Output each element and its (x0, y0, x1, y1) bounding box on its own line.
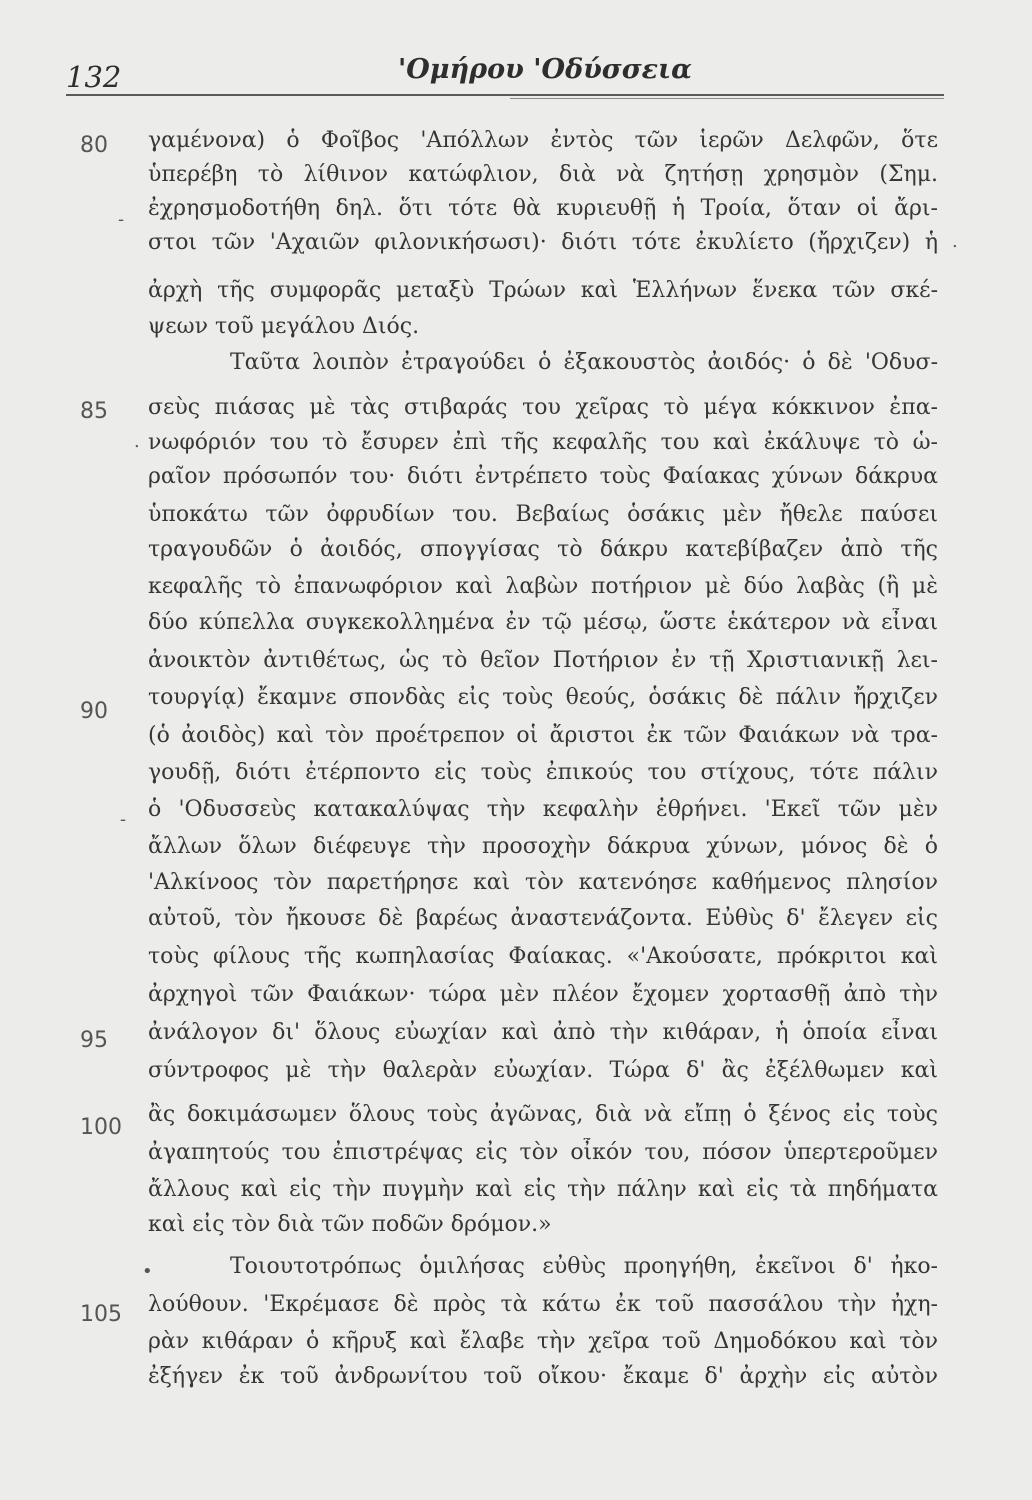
text-line: κεφαλῆς τὸ ἐπανωφόριον καὶ λαβὼν ποτήριον μὲ δύο λαβὰς (ἢ μὲ (148, 574, 938, 599)
text-line: δύο κύπελλα συγκεκολλημένα ἐν τῷ μέσῳ, ὥστε ἑκάτερον νὰ εἶναι (148, 610, 938, 635)
margin-dash: - (118, 209, 125, 230)
text-line: τουργίᾳ) ἔκαμνε σπονδὰς εἰς τοὺς θεούς, ὁσάκις δὲ πάλιν ἤρχιζεν (148, 685, 938, 710)
page-number: 132 (66, 60, 122, 94)
text-line: σύντροφος μὲ τὴν θαλερὰν εὐωχίαν. Τώρα δ' ἂς ἐξέλθωμεν καὶ (148, 1058, 938, 1083)
line-number-100: 100 (80, 1115, 122, 1140)
text-line: νωφόριόν του τὸ ἔσυρεν ἐπὶ τῆς κεφαλῆς του καὶ ἐκάλυψε τὸ ὡ- (148, 430, 938, 455)
text-line: τραγουδῶν ὁ ἀοιδός, σπογγίσας τὸ δάκρυ κατεβίβαζεν ἀπὸ τῆς (148, 537, 938, 562)
text-line: ἀνοικτὸν ἀντιθέτως, ὡς τὸ θεῖον Ποτήριον ἐν τῇ Χριστιανικῇ λει- (148, 648, 938, 673)
text-line: ἐχρησμοδοτήθη δηλ. ὅτι τότε θὰ κυριευθῇ ἡ Τροία, ὅταν οἱ ἄρι- (148, 196, 938, 221)
text-line: ραῖον πρόσωπόν του· διότι ἐντρέπετο τοὺς Φαίακας χύνων δάκρυα (148, 464, 938, 489)
text-line: ἄλλων ὅλων διέφευγε τὴν προσοχὴν δάκρυα χύνων, μόνος δὲ ὁ (148, 834, 938, 859)
margin-bullet: • (142, 1261, 153, 1282)
header-rule (66, 94, 944, 96)
text-line: Τοιουτοτρόπως ὁμιλήσας εὐθὺς προηγήθη, ἐκεῖνοι δ' ἠκο- (230, 1254, 938, 1279)
text-line: ἀρχηγοὶ τῶν Φαιάκων· τώρα μὲν πλέον ἔχομεν χορτασθῇ ἀπὸ τὴν (148, 982, 938, 1007)
text-line: αὐτοῦ, τὸν ἤκουσε δὲ βαρέως ἀναστενάζοντα. Εὐθὺς δ' ἔλεγεν εἰς (148, 906, 938, 931)
running-title: 'Ομήρου 'Οδύσσεια (398, 54, 692, 85)
text-line: ἀγαπητούς του ἐπιστρέψας εἰς τὸν οἶκόν του, πόσον ὑπερτεροῦμεν (148, 1140, 938, 1165)
text-line: ἐξήγεν ἐκ τοῦ ἀνδρωνίτου τοῦ οἴκου· ἔκαμε δ' ἀρχὴν εἰς αὐτὸν (148, 1364, 938, 1389)
text-line: λούθουν. 'Εκρέμασε δὲ πρὸς τὰ κάτω ἐκ τοῦ πασσάλου τὴν ἠχη- (148, 1292, 938, 1317)
header-rule-secondary (510, 98, 944, 99)
line-number-80: 80 (80, 133, 108, 158)
text-line: ψεων τοῦ μεγάλου Διός. (148, 314, 420, 339)
text-line: (ὁ ἀοιδὸς) καὶ τὸν προέτρεπον οἱ ἄριστοι ἐκ τῶν Φαιάκων νὰ τρα- (148, 723, 938, 748)
text-line: ὁ 'Οδυσσεὺς κατακαλύψας τὴν κεφαλὴν ἐθρήνει. 'Εκεῖ τῶν μὲν (148, 797, 938, 822)
text-line: σεὺς πιάσας μὲ τὰς στιβαράς του χεῖρας τὸ μέγα κόκκινον ἐπα- (148, 395, 938, 420)
text-line: ἄλλους καὶ εἰς τὴν πυγμὴν καὶ εἰς τὴν πάλην καὶ εἰς τὰ πηδήματα (148, 1177, 938, 1202)
text-line: τοὺς φίλους τῆς κωπηλασίας Φαίακας. «'Ακούσατε, πρόκριτοι καὶ (148, 944, 938, 969)
text-line: ἂς δοκιμάσωμεν ὅλους τοὺς ἀγῶνας, διὰ νὰ εἴπῃ ὁ ξένος εἰς τοὺς (148, 1102, 938, 1127)
text-line: Ταῦτα λοιπὸν ἐτραγούδει ὁ ἐξακουστὸς ἀοιδός· ὁ δὲ 'Οδυσ- (230, 350, 938, 375)
text-line: γουδῇ, διότι ἐτέρποντο εἰς τοὺς ἐπικούς του στίχους, τότε πάλιν (148, 760, 938, 785)
text-line: ὑπερέβη τὸ λίθινον κατώφλιον, διὰ νὰ ζητήσῃ χρησμὸν (Σημ. (148, 162, 938, 187)
text-line: ὑποκάτω τῶν ὀφρυδίων του. Βεβαίως ὁσάκις μὲν ἤθελε παύσει (148, 502, 938, 527)
line-number-95: 95 (80, 1028, 108, 1053)
line-number-90: 90 (80, 699, 108, 724)
text-line: ἀρχὴ τῆς συμφορᾶς μεταξὺ Τρώων καὶ Ἑλλήνων ἕνεκα τῶν σκέ- (148, 278, 938, 303)
margin-dot: . (952, 231, 958, 252)
line-number-85: 85 (80, 399, 108, 424)
text-line: ρὰν κιθάραν ὁ κῆρυξ καὶ ἔλαβε τὴν χεῖρα τοῦ Δημοδόκου καὶ τὸν (148, 1329, 938, 1354)
text-line: 'Αλκίνοος τὸν παρετήρησε καὶ τὸν κατενόησε καθήμενος πλησίον (148, 870, 938, 895)
text-line: καὶ εἰς τὸν διὰ τῶν ποδῶν δρόμον.» (148, 1212, 552, 1237)
margin-dash: - (120, 809, 127, 830)
text-line: γαμένονα) ὁ Φοῖβος 'Απόλλων ἐντὸς τῶν ἱερῶν Δελφῶν, ὅτε (148, 128, 938, 153)
text-line: στοι τῶν 'Αχαιῶν φιλονικήσωσι)· διότι τότε ἐκυλίετο (ἤρχιζεν) ἡ (148, 230, 938, 255)
line-number-105: 105 (80, 1302, 122, 1327)
text-line: ἀνάλογον δι' ὅλους εὐωχίαν καὶ ἀπὸ τὴν κιθάραν, ἡ ὁποία εἶναι (148, 1020, 938, 1045)
margin-dot: . (134, 431, 140, 452)
